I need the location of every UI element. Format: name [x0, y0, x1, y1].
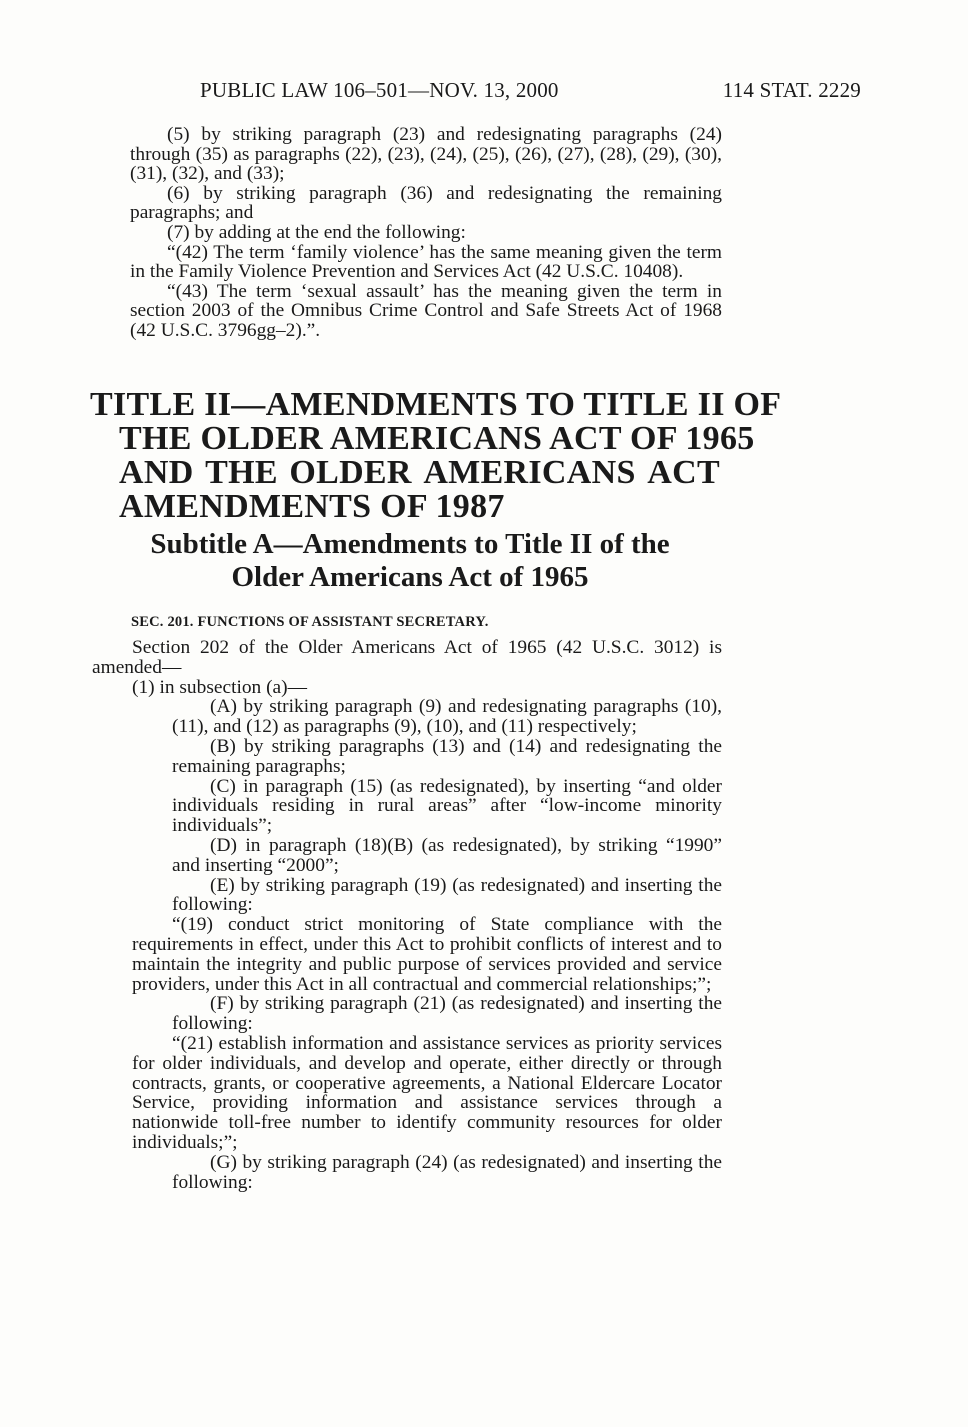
amendment-list-continued [130, 125, 722, 341]
clause-D: (D) in paragraph (18)(B) (as redesignated), by striking “1990” and inserting “2000”; [172, 834, 722, 876]
subtitle-line-1: Subtitle A—Amendments to Title II of the [150, 528, 670, 560]
section-intro: Section 202 of the Older Americans Act of 1965 (42 U.S.C. 3012) is amended— [92, 637, 722, 678]
quoted-paragraph-19: “(19) conduct strict monitoring of State compliance with the requirements in effect, under this Act to prohibit conflicts of interest and to maintain the integrity and public purpose of services provided and service providers, under this Act in all contractual and commercial relationships;”; [132, 914, 722, 995]
title-word: OLDER [289, 454, 412, 491]
header-stat-page: 114 STAT. 2229 [722, 78, 861, 102]
subtitle-heading [100, 528, 720, 594]
title-word: AND [119, 454, 194, 491]
title-line-4: AMENDMENTS OF 1987 [119, 488, 505, 525]
title-word: ACT [647, 454, 720, 491]
section-body [92, 638, 722, 1192]
clause-F: (F) by striking paragraph (21) (as redesignated) and inserting the following: [172, 993, 722, 1035]
header-public-law: PUBLIC LAW 106–501—NOV. 13, 2000 [200, 78, 559, 102]
paragraph-item-5: (5) by striking paragraph (23) and redesignating paragraphs (24) through (35) as paragraphs (22), (23), (24), (25), (26), (27), (28), (29), (30), (31), (32), and (33); [130, 124, 722, 185]
clause-E: (E) by striking paragraph (19) (as redesignated) and inserting the following: [172, 874, 722, 916]
title-heading [90, 386, 782, 525]
title-line-3-words [119, 456, 720, 490]
subtitle-line-2: Older Americans Act of 1965 [231, 561, 589, 593]
paragraph-item-6: (6) by striking paragraph (36) and redesignating the remaining paragraphs; and [130, 182, 722, 224]
title-word: THE [205, 454, 278, 491]
definition-43: “(43) The term ‘sexual assault’ has the meaning given the term in section 2003 of the Omnibus Crime Control and Safe Streets Act of 1968 (42 U.S.C. 3796gg–2).”. [130, 280, 722, 341]
section-heading: SEC. 201. FUNCTIONS OF ASSISTANT SECRETARY. [131, 614, 489, 630]
paragraph-item-7: (7) by adding at the end the following: [167, 221, 466, 243]
title-line-2: THE OLDER AMERICANS ACT OF 1965 [119, 420, 755, 457]
title-line-1: TITLE II—AMENDMENTS TO TITLE II OF [90, 386, 782, 423]
clause-A: (A) by striking paragraph (9) and redesignating paragraphs (10), (11), and (12) as paragraphs (9), (10), and (11) respectively; [172, 696, 722, 738]
definition-42: “(42) The term ‘family violence’ has the same meaning given the term in the Family Violence Prevention and Services Act (42 U.S.C. 10408). [130, 241, 722, 283]
running-header [200, 78, 865, 106]
quoted-paragraph-21: “(21) establish information and assistance services as priority services for older individuals, and develop and operate, either directly or through contracts, grants, or cooperative agreements, a National Eldercare Locator Service, providing information and assistance services through a nationwide toll-free number to identify community resources for older individuals;”; [132, 1032, 722, 1153]
subsection-item-1: (1) in subsection (a)— [132, 676, 308, 698]
clause-C: (C) in paragraph (15) (as redesignated), by inserting “and older individuals residing in rural areas” after “low-income minority individuals”; [172, 775, 722, 837]
title-line-3 [90, 456, 730, 490]
title-word: AMERICANS [423, 454, 636, 491]
clause-G: (G) by striking paragraph (24) (as redesignated) and inserting the following: [172, 1151, 722, 1193]
clause-B: (B) by striking paragraphs (13) and (14) and redesignating the remaining paragraphs; [172, 735, 722, 777]
